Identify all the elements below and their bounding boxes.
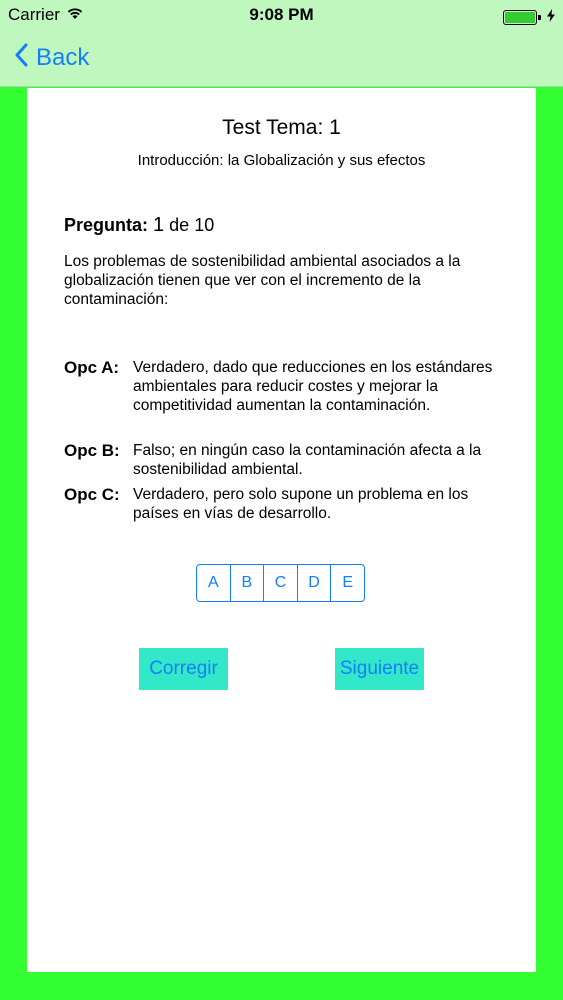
- option-c: [64, 485, 504, 523]
- chevron-left-icon: [14, 43, 28, 74]
- question-header: [64, 214, 214, 237]
- answer-segment-e[interactable]: E: [342, 574, 353, 591]
- nav-bar: [0, 30, 563, 87]
- option-c-label: Opc C:: [64, 485, 120, 504]
- battery-icon: [503, 10, 537, 25]
- back-button[interactable]: [14, 40, 89, 76]
- question-total: de 10: [169, 215, 215, 235]
- answer-segment-a[interactable]: A: [197, 565, 231, 601]
- option-b-text: Falso; en ningún caso la contaminación afecta a la sostenibilidad ambiental.: [133, 442, 482, 478]
- back-label: Back: [36, 44, 90, 71]
- option-b-label: Opc B:: [64, 441, 120, 460]
- option-c-text: Verdadero, pero solo supone un problema en los países en vías de desarrollo.: [133, 486, 469, 522]
- carrier-label: Carrier: [8, 5, 60, 24]
- question-label: Pregunta:: [64, 215, 149, 235]
- status-right: [503, 7, 555, 27]
- question-number: 1: [153, 214, 165, 236]
- answer-segment-c[interactable]: C: [264, 565, 298, 601]
- correct-button[interactable]: Corregir: [139, 648, 228, 690]
- option-a: [64, 358, 504, 415]
- option-a-label: Opc A:: [64, 358, 120, 377]
- status-time: 9:08 PM: [249, 5, 314, 24]
- question-card: [27, 88, 536, 972]
- option-a-text: Verdadero, dado que reducciones en los estándares ambientales para reducir costes y mejorar la competitividad aumentan la contaminación.: [133, 359, 493, 414]
- test-title: Test Tema: 1: [222, 116, 341, 139]
- question-text: Los problemas de sostenibilidad ambiental asociados a la globalización tienen que ver con el incremento de la contaminación:: [64, 253, 461, 308]
- answer-segment-d[interactable]: D: [298, 565, 332, 601]
- topic-subtitle: Introducción: la Globalización y sus efectos: [137, 152, 426, 169]
- answer-selector: [196, 564, 365, 602]
- battery-fill: [505, 12, 535, 23]
- answer-segment-b[interactable]: B: [231, 565, 265, 601]
- option-b: [64, 441, 504, 479]
- next-button[interactable]: Siguiente: [335, 648, 424, 690]
- charging-icon: [547, 7, 555, 27]
- status-bar: [0, 0, 563, 30]
